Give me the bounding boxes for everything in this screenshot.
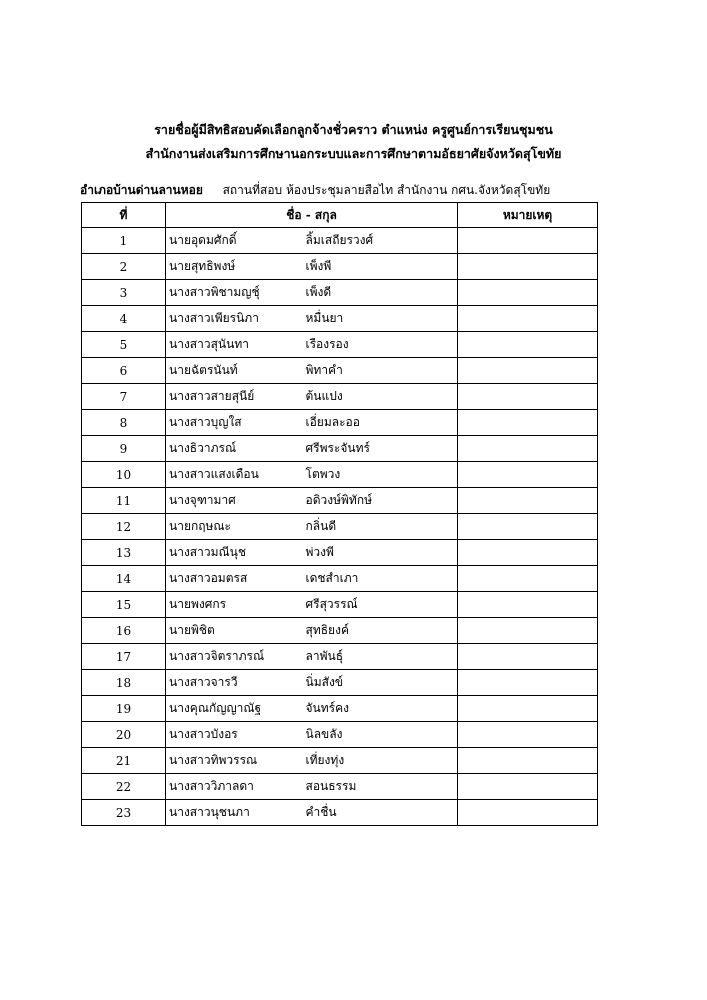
row-number: 11 xyxy=(82,488,166,514)
last-name-cell: เพ็งดี xyxy=(303,280,458,306)
row-number: 21 xyxy=(82,748,166,774)
last-name-cell: นิลขลัง xyxy=(303,722,458,748)
column-header-note: หมายเหตุ xyxy=(458,203,598,228)
row-number: 19 xyxy=(82,696,166,722)
note-cell xyxy=(458,280,598,306)
row-number: 14 xyxy=(82,566,166,592)
note-cell xyxy=(458,618,598,644)
table-row xyxy=(82,618,598,644)
row-number: 16 xyxy=(82,618,166,644)
last-name-cell: คำชื่น xyxy=(303,800,458,826)
row-number: 8 xyxy=(82,410,166,436)
last-name-cell: ศรีพระจันทร์ xyxy=(303,436,458,462)
first-name-cell: นางจุฑามาศ xyxy=(166,488,303,514)
last-name-cell: ต้นแปง xyxy=(303,384,458,410)
first-name-cell: นางสาวพิชามญชุ์ xyxy=(166,280,303,306)
venue-label: สถานที่สอบ xyxy=(222,183,283,197)
note-cell xyxy=(458,644,598,670)
last-name-cell: กลิ่นดี xyxy=(303,514,458,540)
last-name-cell: ลิ้มเสถียรวงศ์ xyxy=(303,228,458,254)
table-row xyxy=(82,254,598,280)
column-header-name: ชื่อ - สกุล xyxy=(166,203,458,228)
last-name-cell: เรืองรอง xyxy=(303,332,458,358)
row-number: 4 xyxy=(82,306,166,332)
table-row xyxy=(82,774,598,800)
note-cell xyxy=(458,592,598,618)
first-name-cell: นายฉัตรนันท์ xyxy=(166,358,303,384)
table-row xyxy=(82,332,598,358)
row-number: 10 xyxy=(82,462,166,488)
row-number: 7 xyxy=(82,384,166,410)
table-row xyxy=(82,800,598,826)
table-row xyxy=(82,696,598,722)
last-name-cell: เอี่ยมละออ xyxy=(303,410,458,436)
first-name-cell: นายพิชิต xyxy=(166,618,303,644)
last-name-cell: อดิวงษ์พิทักษ์ xyxy=(303,488,458,514)
document-subtitle: สำนักงานส่งเสริมการศึกษานอกระบบและการศึกษาตามอัธยาศัยจังหวัดสุโขทัย xyxy=(145,146,562,161)
note-cell xyxy=(458,696,598,722)
first-name-cell: นางสาวจิตราภรณ์ xyxy=(166,644,303,670)
table-row xyxy=(82,358,598,384)
table-header-row xyxy=(82,203,598,228)
last-name-cell: หมื่นยา xyxy=(303,306,458,332)
row-number: 3 xyxy=(82,280,166,306)
note-cell xyxy=(458,748,598,774)
row-number: 17 xyxy=(82,644,166,670)
table-row xyxy=(82,462,598,488)
table-row xyxy=(82,670,598,696)
note-cell xyxy=(458,540,598,566)
note-cell xyxy=(458,462,598,488)
note-cell xyxy=(458,410,598,436)
last-name-cell: สุทธิยงค์ xyxy=(303,618,458,644)
column-header-number: ที่ xyxy=(82,203,166,228)
row-number: 9 xyxy=(82,436,166,462)
last-name-cell: เดชสำเภา xyxy=(303,566,458,592)
note-cell xyxy=(458,670,598,696)
table-row xyxy=(82,228,598,254)
first-name-cell: นางสาวนุชนภา xyxy=(166,800,303,826)
table-row xyxy=(82,514,598,540)
note-cell xyxy=(458,332,598,358)
last-name-cell: ศรีสุวรรณ์ xyxy=(303,592,458,618)
last-name-cell: นิ่มสังข์ xyxy=(303,670,458,696)
note-cell xyxy=(458,384,598,410)
table-row xyxy=(82,592,598,618)
first-name-cell: นางคุณกัญญาณัฐ xyxy=(166,696,303,722)
table-row xyxy=(82,566,598,592)
first-name-cell: นางสาวจารวี xyxy=(166,670,303,696)
row-number: 5 xyxy=(82,332,166,358)
table-row xyxy=(82,488,598,514)
row-number: 18 xyxy=(82,670,166,696)
first-name-cell: นางสาวมณีนุช xyxy=(166,540,303,566)
row-number: 20 xyxy=(82,722,166,748)
first-name-cell: นางสาวบุญใส xyxy=(166,410,303,436)
table-row xyxy=(82,540,598,566)
table-row xyxy=(82,436,598,462)
table-row xyxy=(82,306,598,332)
table-row xyxy=(82,748,598,774)
note-cell xyxy=(458,514,598,540)
note-cell xyxy=(458,358,598,384)
last-name-cell: เที่ยงทุ่ง xyxy=(303,748,458,774)
first-name-cell: นางสาวสายสุนีย์ xyxy=(166,384,303,410)
venue-name: ห้องประชุมลายสือไท สำนักงาน กศน.จังหวัดสุโขทัย xyxy=(285,183,551,197)
document-title: รายชื่อผู้มีสิทธิสอบคัดเลือกลูกจ้างชั่วคราว ตำแหน่ง ครูศูนย์การเรียนชุมชน xyxy=(154,122,553,137)
first-name-cell: นายอุดมศักดิ์ xyxy=(166,228,303,254)
note-cell xyxy=(458,722,598,748)
first-name-cell: นางสาวแสงเดือน xyxy=(166,462,303,488)
first-name-cell: นางสาววิภาลดา xyxy=(166,774,303,800)
last-name-cell: พิทาคำ xyxy=(303,358,458,384)
last-name-cell: โตพวง xyxy=(303,462,458,488)
district-name: อำเภอบ้านด่านลานหอย xyxy=(80,183,203,197)
row-number: 12 xyxy=(82,514,166,540)
note-cell xyxy=(458,306,598,332)
table-body xyxy=(82,228,598,826)
table-row xyxy=(82,722,598,748)
row-number: 13 xyxy=(82,540,166,566)
row-number: 6 xyxy=(82,358,166,384)
row-number: 15 xyxy=(82,592,166,618)
candidate-table xyxy=(81,202,598,826)
first-name-cell: นางสาวบังอร xyxy=(166,722,303,748)
last-name-cell: สอนธรรม xyxy=(303,774,458,800)
table-row xyxy=(82,280,598,306)
row-number: 2 xyxy=(82,254,166,280)
first-name-cell: นายกฤษณะ xyxy=(166,514,303,540)
first-name-cell: นายสุทธิพงษ์ xyxy=(166,254,303,280)
last-name-cell: จันทร์คง xyxy=(303,696,458,722)
first-name-cell: นางสาวเพียรนิภา xyxy=(166,306,303,332)
first-name-cell: นายพงศกร xyxy=(166,592,303,618)
table-row xyxy=(82,410,598,436)
first-name-cell: นางสาวอมตรส xyxy=(166,566,303,592)
note-cell xyxy=(458,774,598,800)
first-name-cell: นางสาวสุนันทา xyxy=(166,332,303,358)
note-cell xyxy=(458,436,598,462)
first-name-cell: นางสาวทิพวรรณ xyxy=(166,748,303,774)
row-number: 23 xyxy=(82,800,166,826)
note-cell xyxy=(458,488,598,514)
note-cell xyxy=(458,566,598,592)
last-name-cell: เพ็งพี xyxy=(303,254,458,280)
first-name-cell: นางธิวาภรณ์ xyxy=(166,436,303,462)
note-cell xyxy=(458,228,598,254)
note-cell xyxy=(458,800,598,826)
table-row xyxy=(82,384,598,410)
exam-location-line xyxy=(80,181,550,200)
note-cell xyxy=(458,254,598,280)
row-number: 1 xyxy=(82,228,166,254)
table-row xyxy=(82,644,598,670)
last-name-cell: พ่วงพี xyxy=(303,540,458,566)
row-number: 22 xyxy=(82,774,166,800)
last-name-cell: ลาพันธุ์ xyxy=(303,644,458,670)
